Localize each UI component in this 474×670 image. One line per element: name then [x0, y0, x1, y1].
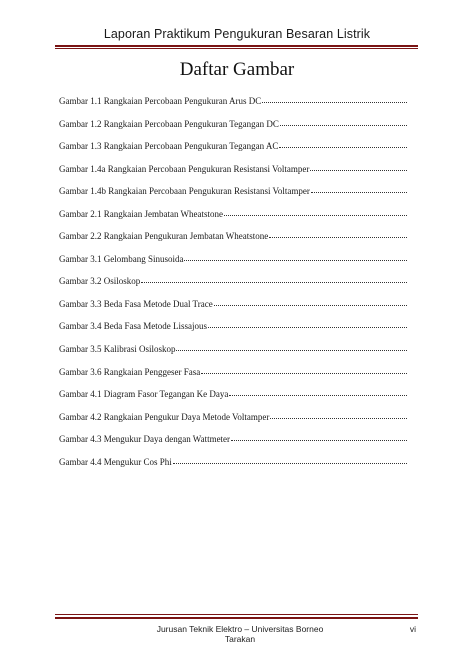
footer-rule-thin: [55, 614, 418, 615]
dot-leader: [280, 118, 407, 126]
toc-entry-label: Gambar 4.1 Diagram Fasor Tegangan Ke Daya: [59, 389, 229, 400]
toc-entry-label: Gambar 3.5 Kalibrasi Osiloskop: [59, 344, 176, 355]
toc-entry[interactable]: [59, 388, 407, 411]
dot-leader: [231, 433, 407, 441]
page-number: vi: [409, 624, 416, 634]
toc-entry-label: Gambar 1.4b Rangkaian Percobaan Pengukuran Resistansi Voltamper: [59, 186, 310, 197]
toc-entry-label: Gambar 1.4a Rangkaian Percobaan Pengukuran Resistansi Voltamper: [59, 163, 310, 174]
toc-entry-label: Gambar 1.1 Rangkaian Percobaan Pengukuran Arus DC: [59, 96, 262, 106]
dot-leader: [173, 456, 407, 464]
header-rule-thin: [55, 48, 418, 49]
dot-leader: [176, 343, 407, 351]
toc-entry-label: Gambar 1.3 Rangkaian Percobaan Pengukuran Tegangan AC: [59, 141, 279, 152]
toc-entry-label: Gambar 1.2 Rangkaian Percobaan Pengukuran Tegangan DC: [59, 118, 279, 129]
toc-entry[interactable]: [59, 320, 407, 343]
footer-rule-thick: [55, 617, 418, 619]
dot-leader: [269, 230, 407, 238]
toc-entry[interactable]: [59, 95, 407, 118]
toc-entry-label: Gambar 4.2 Rangkaian Pengukur Daya Metode Voltamper: [59, 411, 270, 422]
dot-leader: [208, 320, 407, 328]
running-footer: Jurusan Teknik Elektro – Universitas Borneo Tarakan: [156, 624, 324, 644]
dot-leader: [214, 298, 407, 306]
toc-entry[interactable]: [59, 230, 407, 253]
toc-entry-label: Gambar 2.2 Rangkaian Pengukuran Jembatan Wheatstone: [59, 231, 269, 242]
toc-entry[interactable]: [59, 118, 407, 141]
toc-entry[interactable]: [59, 140, 407, 163]
running-header: Laporan Praktikum Pengukuran Besaran Listrik: [103, 27, 371, 41]
dot-leader: [201, 366, 407, 374]
toc-entry-label: Gambar 3.4 Beda Fasa Metode Lissajous: [59, 321, 207, 332]
toc-entry-label: Gambar 3.2 Osiloskop: [59, 276, 141, 287]
header-rule-thick: [55, 45, 418, 47]
dot-leader: [270, 411, 407, 419]
toc-entry[interactable]: [59, 298, 407, 321]
dot-leader: [141, 275, 407, 283]
toc-entry-label: Gambar 3.6 Rangkaian Penggeser Fasa: [59, 366, 201, 377]
toc-entry[interactable]: [59, 208, 407, 231]
toc-entry[interactable]: [59, 456, 407, 479]
page-title: Daftar Gambar: [179, 59, 295, 80]
dot-leader: [310, 163, 407, 171]
dot-leader: [311, 185, 407, 193]
toc-entry[interactable]: [59, 275, 407, 298]
toc-entry[interactable]: [59, 433, 407, 456]
dot-leader: [184, 253, 407, 261]
toc-entry[interactable]: [59, 163, 407, 186]
list-of-figures: [59, 95, 407, 478]
dot-leader: [229, 388, 407, 396]
toc-entry[interactable]: [59, 343, 407, 366]
toc-entry[interactable]: [59, 366, 407, 389]
toc-entry[interactable]: [59, 253, 407, 276]
dot-leader: [279, 140, 407, 148]
toc-entry-label: Gambar 2.1 Rangkaian Jembatan Wheatstone: [59, 208, 224, 219]
toc-entry[interactable]: [59, 411, 407, 434]
toc-entry[interactable]: [59, 185, 407, 208]
toc-entry-label: Gambar 4.4 Mengukur Cos Phi: [59, 456, 172, 467]
dot-leader: [224, 208, 407, 216]
dot-leader: [262, 95, 407, 103]
toc-entry-label: Gambar 3.1 Gelombang Sinusoida: [59, 253, 184, 264]
toc-entry-label: Gambar 4.3 Mengukur Daya dengan Wattmeter: [59, 434, 231, 445]
toc-entry-label: Gambar 3.3 Beda Fasa Metode Dual Trace: [59, 298, 213, 309]
